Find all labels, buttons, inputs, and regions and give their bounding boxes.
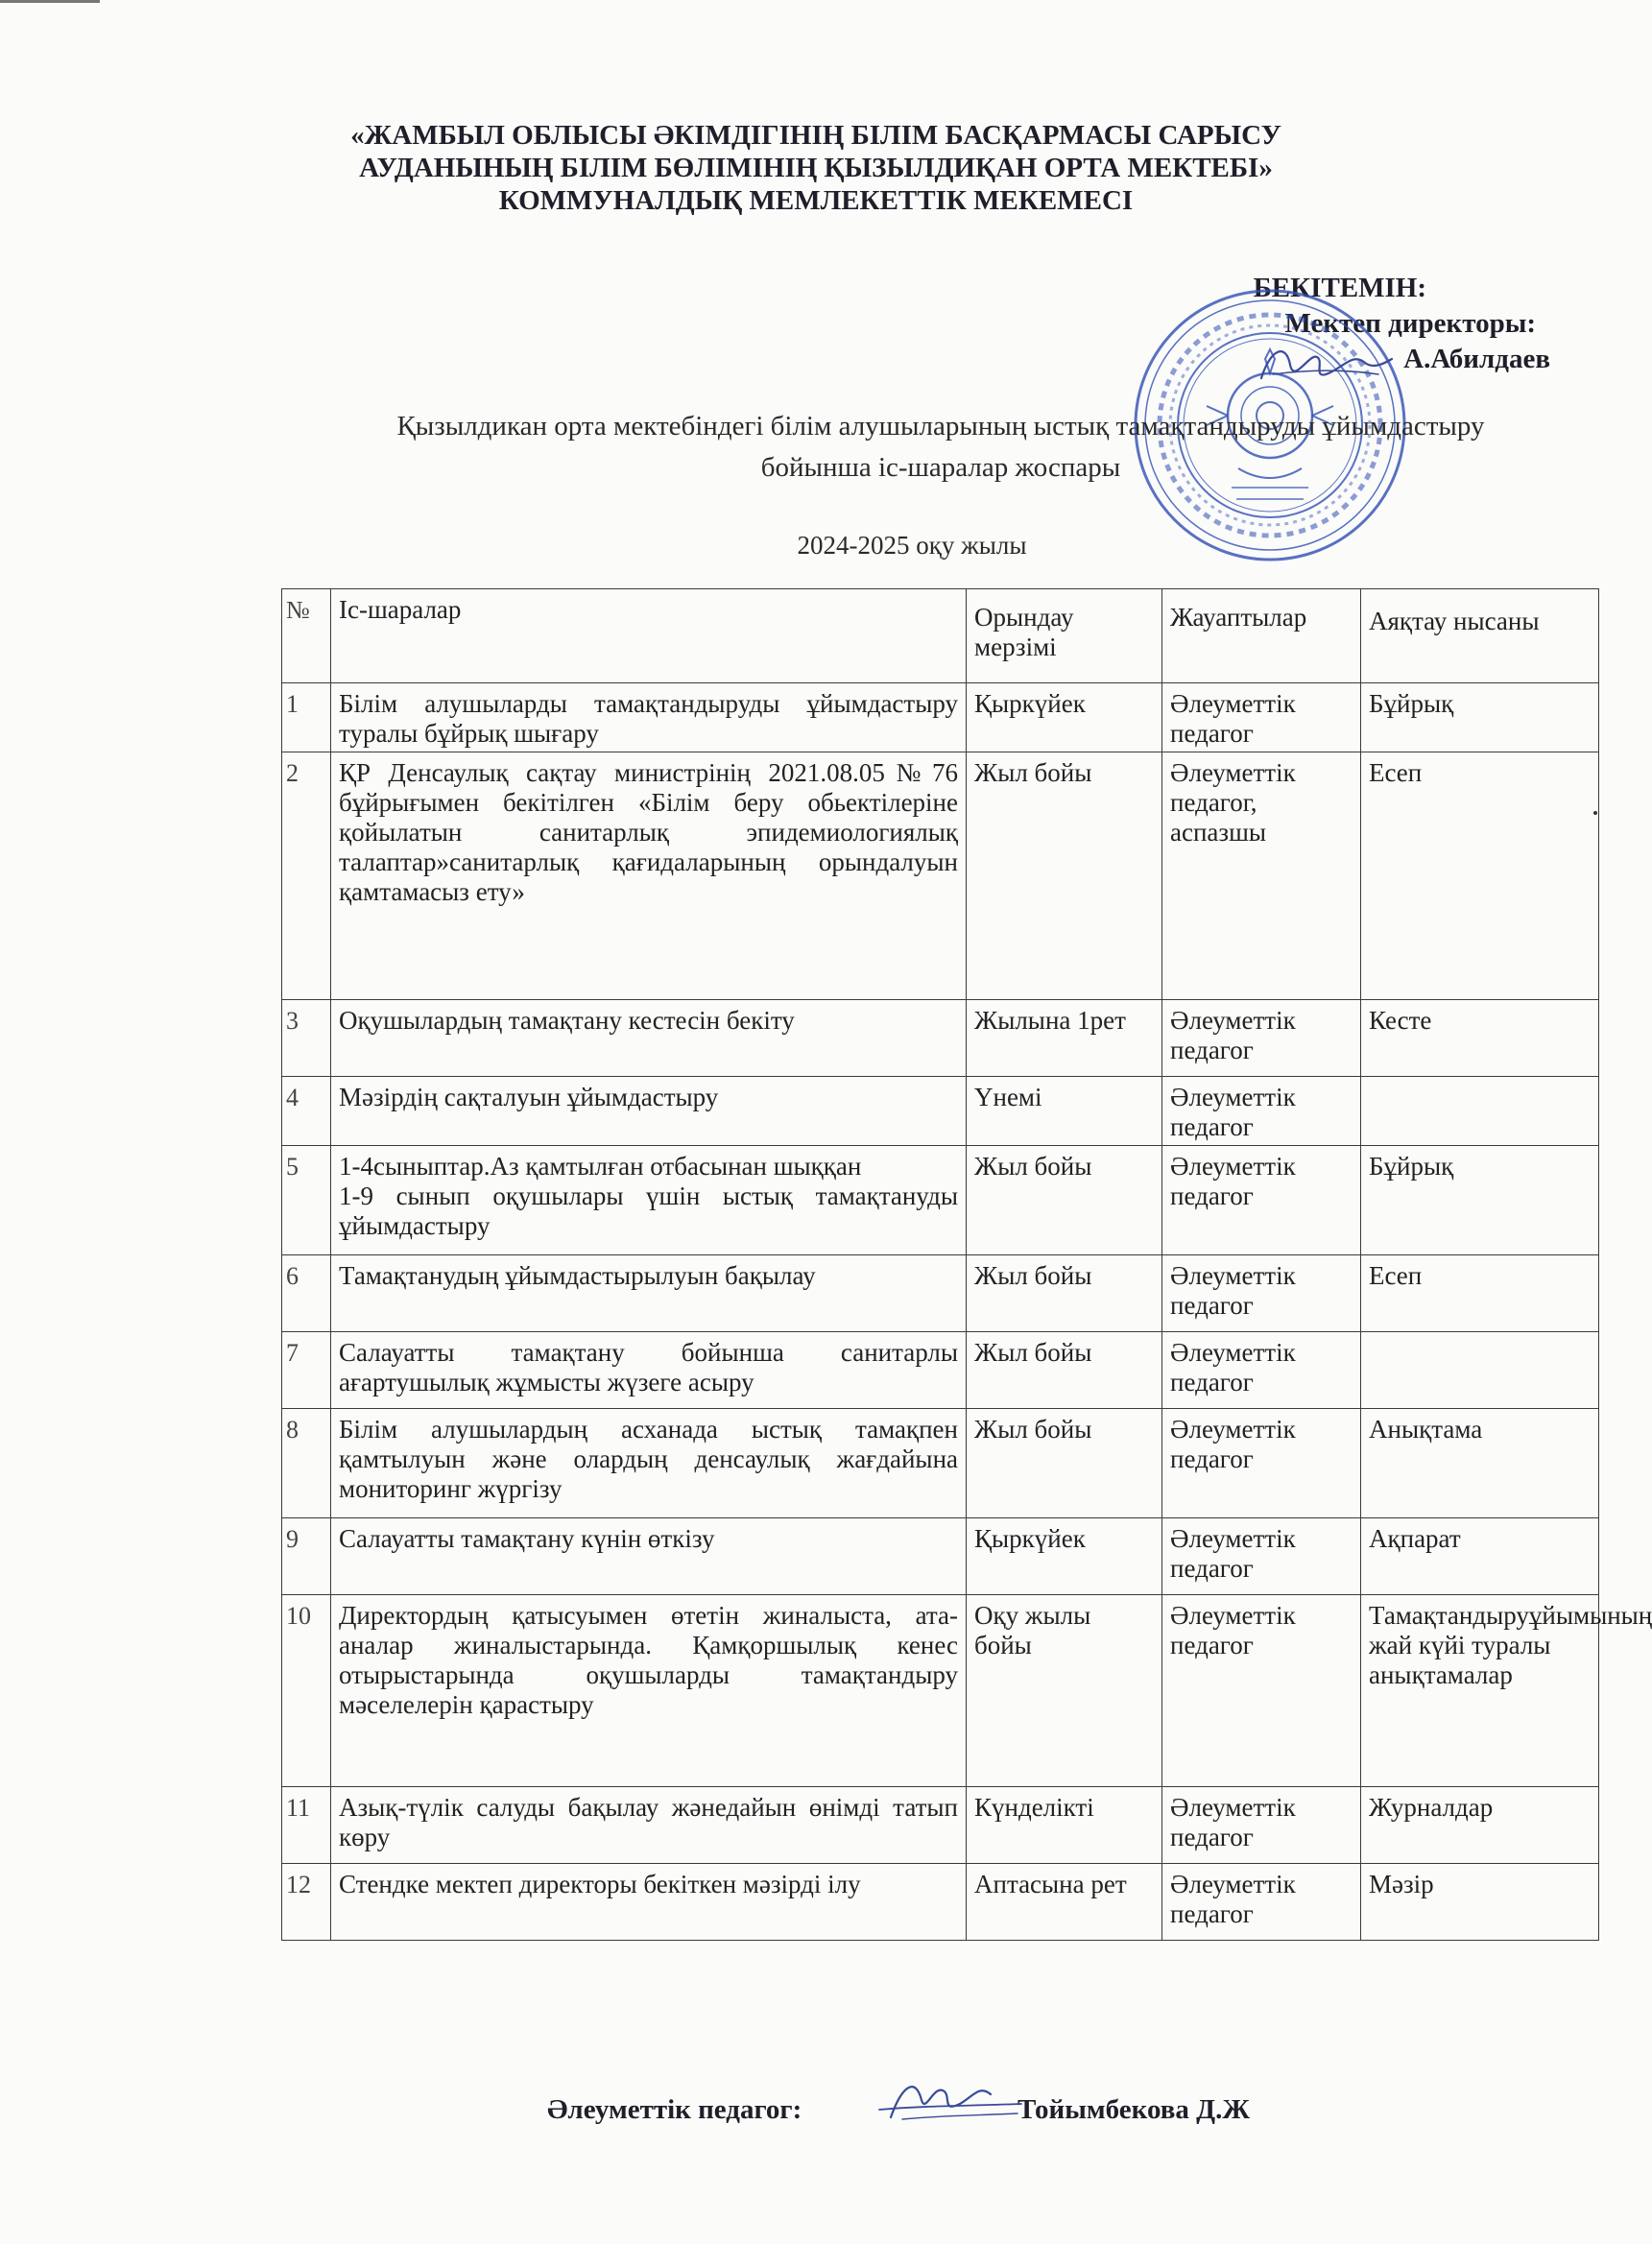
row-number: 2 [282, 752, 331, 1000]
org-line-2: АУДАНЫНЫҢ БІЛІМ БӨЛІМІНІҢ ҚЫЗЫЛДИҚАН ОРТА МЕКТЕБІ» [359, 153, 1273, 183]
row-number: 5 [282, 1146, 331, 1255]
row-responsible: Әлеуметтік педагог [1162, 1146, 1361, 1255]
academic-year: 2024-2025 оқу жылы [797, 531, 1027, 560]
row-deadline: Қыркүйек [967, 1518, 1162, 1595]
row-responsible: Әлеуметтік педагог, аспазшы [1162, 752, 1361, 1000]
row-activity [331, 752, 967, 1000]
row-deadline: Үнемі [967, 1077, 1162, 1146]
row-responsible: Әлеуметтік педагог [1162, 1595, 1361, 1787]
row-completion: Тамақтандыруұйымының жай күйі туралы анықтамалар [1361, 1595, 1599, 1787]
row-activity [331, 1864, 967, 1941]
row-activity [331, 1595, 967, 1787]
header-deadline: Орындау мерзімі [967, 589, 1162, 683]
title-line-1: Қызылдикан орта мектебіндегі білім алушыларының ыстық тамақтандыруды ұйымдастыру [396, 411, 1485, 442]
row-responsible: Әлеуметтік педагог [1162, 1332, 1361, 1409]
header-number: № [282, 589, 331, 683]
table-row [282, 752, 1599, 1000]
activity-text: 1-4сыныптар.Аз қамтылған отбасынан шыққан [339, 1152, 862, 1181]
table-header-row [282, 589, 1599, 683]
activity-text: Оқушылардың тамақтану кестесін бекіту [339, 1006, 795, 1035]
table-row [282, 1518, 1599, 1595]
row-deadline: Қыркүйек [967, 683, 1162, 752]
table-row [282, 1409, 1599, 1518]
document-title [288, 406, 1593, 489]
activity-text-continued: 1-9 сынып оқушылары үшін ыстық тамақтануды ұйымдастыру [339, 1182, 958, 1240]
row-completion: Мәзір [1361, 1864, 1599, 1941]
header-responsible: Жауаптылар [1162, 589, 1361, 683]
row-number: 1 [282, 683, 331, 752]
table-row [282, 1332, 1599, 1409]
table-row [282, 1077, 1599, 1146]
activity-text: Білім алушылардың асханада ыстық тамақпен қамтылуын және олардың денсаулық жағдайына мониторинг жүргізу [339, 1415, 958, 1503]
approval-position: Мектеп директоры: [1284, 308, 1536, 339]
row-deadline: Жыл бойы [967, 1146, 1162, 1255]
row-completion: Кесте [1361, 1000, 1599, 1077]
row-completion: Есеп [1361, 1255, 1599, 1332]
organization-header [288, 119, 1344, 217]
row-responsible: Әлеуметтік педагог [1162, 1255, 1361, 1332]
scan-dot [1593, 811, 1597, 815]
row-deadline: Жыл бойы [967, 1255, 1162, 1332]
row-deadline: Аптасына рет [967, 1864, 1162, 1941]
scan-edge-mark [0, 0, 100, 3]
row-activity [331, 1518, 967, 1595]
row-completion: Бұйрық [1361, 1146, 1599, 1255]
row-activity [331, 1409, 967, 1518]
row-responsible: Әлеуметтік педагог [1162, 1864, 1361, 1941]
row-activity [331, 1146, 967, 1255]
row-number: 3 [282, 1000, 331, 1077]
org-line-1: «ЖАМБЫЛ ОБЛЫСЫ ӘКІМДІГІНІҢ БІЛІМ БАСҚАРМАСЫ САРЫСУ [350, 120, 1281, 151]
row-number: 10 [282, 1595, 331, 1787]
approval-name: А.Абилдаев [1403, 344, 1550, 374]
row-deadline: Жыл бойы [967, 1409, 1162, 1518]
row-responsible: Әлеуметтік педагог [1162, 683, 1361, 752]
row-number: 4 [282, 1077, 331, 1146]
row-activity [331, 1787, 967, 1864]
org-line-3: КОММУНАЛДЫҚ МЕМЛЕКЕТТІК МЕКЕМЕСІ [498, 185, 1134, 216]
activity-text: Салауатты тамақтану бойынша санитарлы ағартушылық жұмысты жүзеге асыру [339, 1338, 958, 1397]
footer-name: Тойымбекова Д.Ж [1018, 2094, 1251, 2125]
row-completion: Анықтама [1361, 1409, 1599, 1518]
row-responsible: Әлеуметтік педагог [1162, 1077, 1361, 1146]
row-completion [1361, 1077, 1599, 1146]
table-row [282, 1146, 1599, 1255]
activity-text: Мәзірдің сақталуын ұйымдастыру [339, 1083, 719, 1111]
row-deadline: Жыл бойы [967, 752, 1162, 1000]
activity-text: ҚР Денсаулық сақтау министрінің 2021.08.05№76 бұйрығымен бекітілген «Білім беру обьектілеріне қойылатын санитарлық эпидемиологиялық талаптар»санитарлық қағидаларының орындалуын қамтамасыз ету» [339, 758, 958, 906]
row-deadline: Оқу жылы бойы [967, 1595, 1162, 1787]
row-responsible: Әлеуметтік педагог [1162, 1518, 1361, 1595]
activity-text: Білім алушыларды тамақтандыруды ұйымдастыру туралы бұйрық шығару [339, 689, 958, 748]
row-activity [331, 683, 967, 752]
row-number: 7 [282, 1332, 331, 1409]
row-activity [331, 1000, 967, 1077]
row-deadline: Жылына 1рет [967, 1000, 1162, 1077]
table-row [282, 1255, 1599, 1332]
row-responsible: Әлеуметтік педагог [1162, 1409, 1361, 1518]
row-completion: Бұйрық [1361, 683, 1599, 752]
table-row [282, 1864, 1599, 1941]
table-row [282, 1595, 1599, 1787]
activity-text: Тамақтанудың ұйымдастырылуын бақылау [339, 1261, 816, 1290]
pedagogue-signature-icon [874, 2071, 1027, 2138]
row-activity [331, 1255, 967, 1332]
activity-text: Директордың қатысуымен өтетін жиналыста, ата-аналар жиналыстарында. Қамқоршылық кенес отырыстарында оқушыларды тамақтандыру мәселелерін қарастыру [339, 1601, 958, 1719]
row-completion: Есеп [1361, 752, 1599, 1000]
activity-text: Азық-түлік салуды бақылау жәнедайын өнімді татып көру [339, 1793, 958, 1851]
table-row [282, 1787, 1599, 1864]
director-signature-icon [1254, 336, 1398, 394]
row-number: 11 [282, 1787, 331, 1864]
row-number: 9 [282, 1518, 331, 1595]
activity-plan-table [281, 588, 1652, 1941]
header-completion: Аяқтау нысаны [1361, 589, 1599, 683]
row-deadline: Күнделікті [967, 1787, 1162, 1864]
row-number: 12 [282, 1864, 331, 1941]
header-activity: Іс-шаралар [331, 589, 967, 683]
row-number: 6 [282, 1255, 331, 1332]
activity-text: Салауатты тамақтану күнін өткізу [339, 1524, 715, 1553]
row-completion [1361, 1332, 1599, 1409]
row-number: 8 [282, 1409, 331, 1518]
row-responsible: Әлеуметтік педагог [1162, 1000, 1361, 1077]
row-completion: Ақпарат [1361, 1518, 1599, 1595]
row-deadline: Жыл бойы [967, 1332, 1162, 1409]
row-activity [331, 1332, 967, 1409]
title-line-2: бойынша іс-шаралар жоспары [760, 452, 1121, 483]
table-row [282, 1000, 1599, 1077]
footer-role: Әлеуметтік педагог: [547, 2094, 802, 2125]
row-activity [331, 1077, 967, 1146]
activity-text: Стендке мектеп директоры бекіткен мәзірді ілу [339, 1870, 861, 1898]
row-completion: Журналдар [1361, 1787, 1599, 1864]
row-responsible: Әлеуметтік педагог [1162, 1787, 1361, 1864]
approval-label: БЕКІТЕМІН: [1253, 273, 1426, 303]
table-row [282, 683, 1599, 752]
